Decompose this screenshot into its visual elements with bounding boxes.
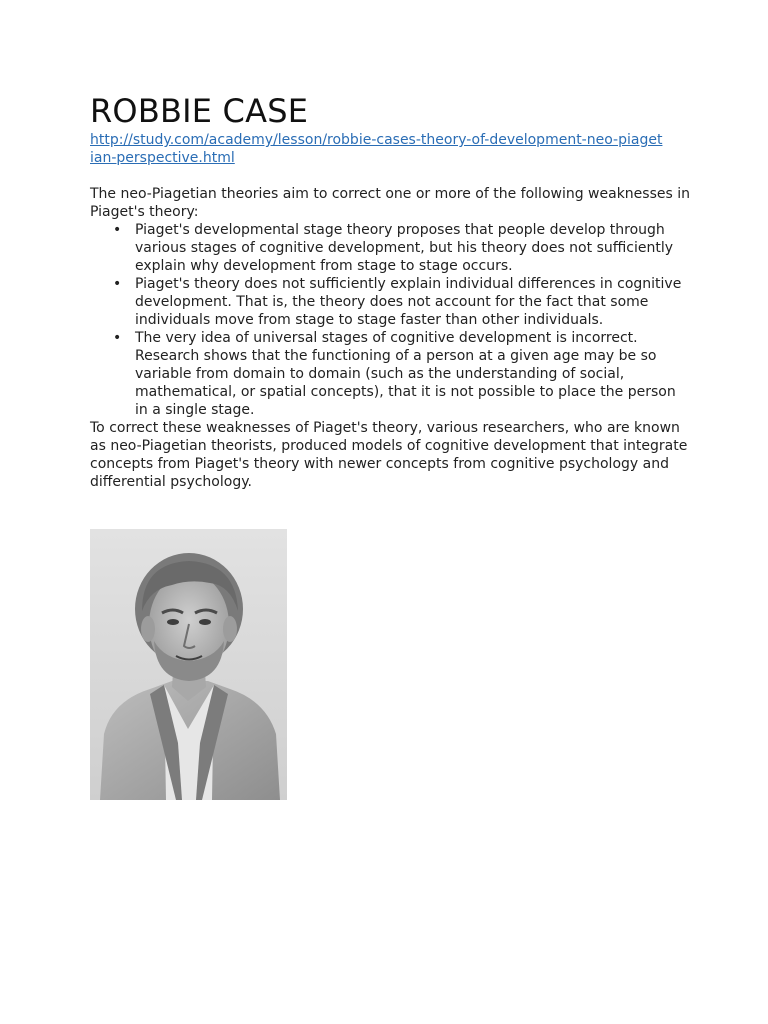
weakness-list	[90, 221, 690, 419]
bullet-icon: •	[113, 222, 122, 238]
list-item	[113, 221, 690, 275]
document-body	[90, 92, 690, 491]
list-item	[113, 275, 690, 329]
portrait-photo	[90, 529, 287, 800]
source-link[interactable]: http://study.com/academy/lesson/robbie-cases-theory-of-development-neo-piagetian-perspective.html	[90, 132, 663, 166]
list-item-text: Piaget's developmental stage theory proposes that people develop through various stages of cognitive development, but his theory does not sufficiently explain why development from stage to stage occurs.	[135, 222, 674, 274]
bullet-icon: •	[113, 276, 122, 292]
portrait-illustration	[90, 529, 287, 800]
closing-paragraph: To correct these weaknesses of Piaget's theory, various researchers, who are known as neo-Piagetian theorists, produced models of cognitive development that integrate concepts from Piaget's theory with newer concepts from cognitive psychology and differential psychology.	[90, 420, 688, 490]
list-item-text: Piaget's theory does not sufficiently explain individual differences in cognitive development. That is, the theory does not account for the fact that some individuals move from stage to stage faster than other individuals.	[135, 276, 682, 328]
list-item	[113, 329, 690, 419]
intro-paragraph: The neo-Piagetian theories aim to correct one or more of the following weaknesses in Piaget's theory:	[90, 186, 691, 220]
list-item-text: The very idea of universal stages of cognitive development is incorrect. Research shows that the functioning of a person at a given age may be so variable from domain to domain (such as the understanding of social, mathematical, or spatial concepts), that it is not possible to place the person in a single stage.	[135, 330, 676, 418]
page-title: ROBBIE CASE	[90, 92, 309, 130]
bullet-icon: •	[113, 330, 122, 346]
